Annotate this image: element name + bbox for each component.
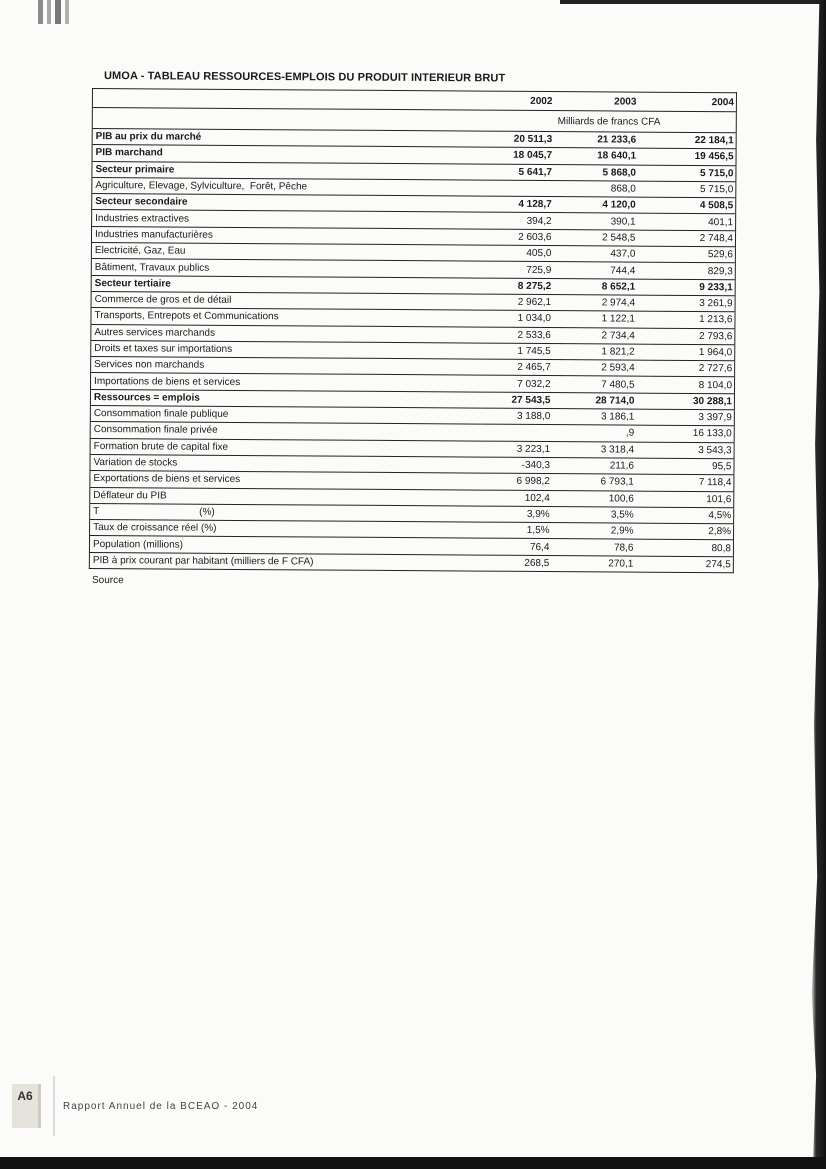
row-label: Secteur secondaire — [92, 194, 482, 213]
value-cell-2003: 8 652,1 — [565, 278, 649, 295]
row-label: Formation brute de capital fixe — [90, 438, 480, 457]
value-cell-2002 — [480, 424, 564, 441]
value-cell-2003: 28 714,0 — [564, 392, 648, 409]
footer-divider — [53, 1076, 55, 1136]
unit-label: Milliards de francs CFA — [482, 110, 736, 133]
value-cell-2004: 4 508,5 — [650, 197, 736, 214]
scan-edge-bottom — [0, 1157, 826, 1169]
value-cell-2002: 1 034,0 — [481, 310, 565, 327]
value-cell-2002: 20 511,3 — [482, 131, 566, 148]
value-cell-2003: 2,9% — [564, 523, 648, 540]
row-label: PIB marchand — [92, 145, 482, 164]
unit-label-cell — [92, 108, 482, 132]
value-cell-2003: 78,6 — [563, 539, 647, 556]
value-cell-2003: ,9 — [564, 425, 648, 442]
row-label: PIB à prix courant par habitant (milliers de F CFA) — [89, 552, 479, 571]
value-cell-2004: 4,5% — [648, 507, 734, 524]
value-cell-2002: 5 641,7 — [482, 164, 566, 181]
row-label: Services non marchands — [91, 357, 481, 376]
value-cell-2002: 268,5 — [479, 555, 563, 572]
header-label-cell — [92, 89, 482, 111]
row-label: Taux de croissance réel (%) — [90, 520, 480, 539]
value-cell-2004: 19 456,5 — [650, 148, 736, 165]
value-cell-2003: 5 868,0 — [566, 164, 650, 181]
value-cell-2003: 18 640,1 — [566, 148, 650, 165]
value-cell-2004: 5 715,0 — [650, 181, 736, 198]
row-label: Déflateur du PIB — [90, 487, 480, 506]
row-label: Commerce de gros et de détail — [91, 291, 481, 310]
row-label: PIB au prix du marché — [92, 129, 482, 148]
value-cell-2002: 3,9% — [480, 506, 564, 523]
value-cell-2002: 394,2 — [482, 213, 566, 230]
value-cell-2002: 7 032,2 — [480, 376, 564, 393]
page-code: A6 — [17, 1089, 33, 1103]
value-cell-2002: 405,0 — [481, 245, 565, 262]
value-cell-2004: 2 793,6 — [649, 328, 735, 345]
value-cell-2004: 2 748,4 — [649, 230, 735, 247]
value-cell-2002: 2 465,7 — [481, 359, 565, 376]
value-cell-2004: 274,5 — [647, 556, 733, 573]
value-cell-2003: 211,6 — [564, 458, 648, 475]
value-cell-2002 — [482, 180, 566, 197]
value-cell-2004: 5 715,0 — [650, 165, 736, 182]
value-cell-2003: 3 186,1 — [564, 409, 648, 426]
value-cell-2003: 390,1 — [566, 213, 650, 230]
value-cell-2003: 270,1 — [563, 555, 647, 572]
row-label: Electricité, Gaz, Eau — [91, 243, 481, 262]
year-header: 2002 — [482, 91, 566, 111]
value-cell-2002: 1,5% — [480, 522, 564, 539]
value-cell-2003: 100,6 — [564, 490, 648, 507]
row-label: Consommation finale publique — [90, 406, 480, 425]
value-cell-2004: 16 133,0 — [648, 426, 734, 443]
value-cell-2002: 2 962,1 — [481, 294, 565, 311]
value-cell-2003: 744,4 — [565, 262, 649, 279]
value-cell-2003: 6 793,1 — [564, 474, 648, 491]
row-label: Droits et taxes sur importations — [91, 340, 481, 359]
value-cell-2002: 102,4 — [480, 490, 564, 507]
row-label: Population (millions) — [89, 536, 479, 555]
value-cell-2004: 2,8% — [648, 523, 734, 540]
value-cell-2004: 7 118,4 — [648, 474, 734, 491]
row-label: Agriculture, Elevage, Sylviculture, Forêt, Pêche — [92, 177, 482, 196]
value-cell-2002: 2 533,6 — [481, 327, 565, 344]
value-cell-2002: 4 128,7 — [482, 196, 566, 213]
value-cell-2003: 3 318,4 — [564, 441, 648, 458]
row-label: Exportations de biens et services — [90, 471, 480, 490]
value-cell-2004: 1 213,6 — [649, 311, 735, 328]
scan-edge-right — [804, 0, 826, 1169]
value-cell-2002: 6 998,2 — [480, 473, 564, 490]
row-label: Consommation finale privée — [90, 422, 480, 441]
row-label: Transports, Entrepots et Communications — [91, 308, 481, 327]
value-cell-2004: 1 964,0 — [649, 344, 735, 361]
row-label: Secteur tertiaire — [91, 275, 481, 294]
scan-edge-top — [560, 0, 826, 4]
value-cell-2003: 1 122,1 — [565, 311, 649, 328]
page-code-box — [12, 1084, 41, 1128]
table-row — [89, 552, 733, 573]
value-cell-2003: 868,0 — [566, 181, 650, 198]
footer-text: Rapport Annuel de la BCEAO - 2004 — [63, 1100, 259, 1112]
value-cell-2003: 3,5% — [564, 506, 648, 523]
row-label: Autres services marchands — [91, 324, 481, 343]
value-cell-2004: 22 184,1 — [650, 132, 736, 149]
row-label: Importations de biens et services — [91, 373, 481, 392]
value-cell-2002: 8 275,2 — [481, 278, 565, 295]
row-label: T (%) — [90, 503, 480, 522]
value-cell-2003: 4 120,0 — [566, 197, 650, 214]
value-cell-2002: 3 188,0 — [480, 408, 564, 425]
row-label: Industries manufacturières — [91, 226, 481, 245]
row-label: Ressources = emplois — [90, 389, 480, 408]
value-cell-2004: 3 261,9 — [649, 295, 735, 312]
table-container — [89, 88, 736, 573]
value-cell-2004: 829,3 — [649, 263, 735, 280]
value-cell-2003: 2 974,4 — [565, 295, 649, 312]
value-cell-2003: 1 821,2 — [565, 344, 649, 361]
value-cell-2002: 1 745,5 — [481, 343, 565, 360]
value-cell-2002: 3 223,1 — [480, 441, 564, 458]
row-label: Industries extractives — [92, 210, 482, 229]
value-cell-2002: 76,4 — [479, 539, 563, 556]
row-label: Variation de stocks — [90, 454, 480, 473]
table-body — [89, 129, 736, 573]
value-cell-2002: 18 045,7 — [482, 147, 566, 164]
row-label: Secteur primaire — [92, 161, 482, 180]
value-cell-2002: 725,9 — [481, 261, 565, 278]
value-cell-2003: 21 233,6 — [566, 132, 650, 149]
value-cell-2004: 8 104,0 — [648, 377, 734, 394]
year-header: 2004 — [650, 92, 736, 112]
value-cell-2003: 437,0 — [565, 246, 649, 263]
value-cell-2003: 2 734,4 — [565, 327, 649, 344]
value-cell-2004: 95,5 — [648, 458, 734, 475]
page-footer — [12, 1084, 258, 1128]
value-cell-2004: 30 288,1 — [648, 393, 734, 410]
value-cell-2002: -340,3 — [480, 457, 564, 474]
value-cell-2003: 2 548,5 — [565, 229, 649, 246]
value-cell-2003: 2 593,4 — [565, 360, 649, 377]
source-label: Source — [91, 574, 124, 587]
row-label: Bâtiment, Travaux publics — [91, 259, 481, 278]
resources-uses-table — [89, 88, 737, 573]
value-cell-2004: 529,6 — [649, 246, 735, 263]
value-cell-2002: 27 543,5 — [480, 392, 564, 409]
value-cell-2002: 2 603,6 — [481, 229, 565, 246]
table-title: UMOA - TABLEAU RESSOURCES-EMPLOIS DU PRODUIT INTERIEUR BRUT — [103, 70, 506, 85]
value-cell-2004: 80,8 — [647, 540, 733, 557]
value-cell-2004: 9 233,1 — [649, 279, 735, 296]
value-cell-2004: 401,1 — [650, 214, 736, 231]
value-cell-2004: 2 727,6 — [649, 360, 735, 377]
value-cell-2004: 3 543,3 — [648, 442, 734, 459]
year-header: 2003 — [566, 92, 650, 112]
value-cell-2004: 101,6 — [648, 491, 734, 508]
value-cell-2003: 7 480,5 — [564, 376, 648, 393]
value-cell-2004: 3 397,9 — [648, 409, 734, 426]
scan-marks — [38, 0, 80, 24]
